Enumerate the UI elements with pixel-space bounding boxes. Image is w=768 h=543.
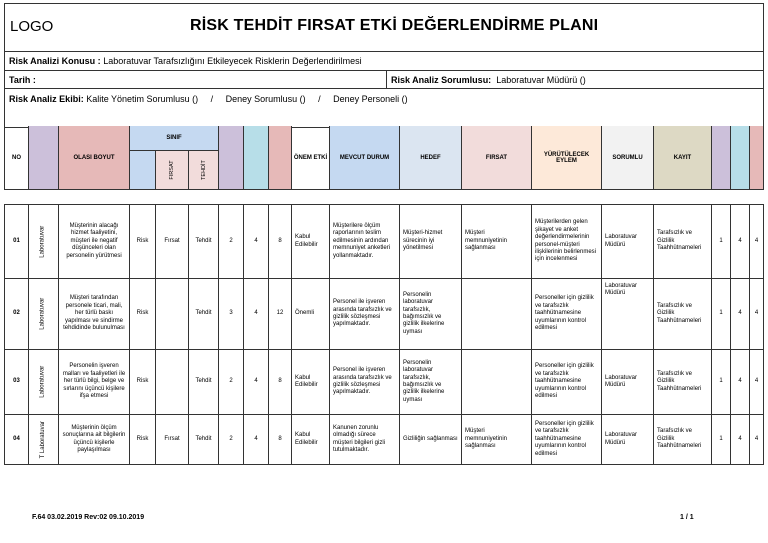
row-tehdit: Tehdit [189,350,219,414]
row-firsat [156,350,189,414]
row-area [29,350,59,414]
row-firsat [156,279,189,349]
row-firsat-text: Müşteri memnuniyetinin sağlanması [462,415,532,464]
row-area [29,205,59,278]
row-no: 04 [5,415,29,464]
ekip-row [5,89,763,127]
row-n1: 3 [219,279,244,349]
row-e2: 4 [731,415,750,464]
row-hedef: Personelin laboratuvar tarafsızlık, bağımsızlık ve gizlilik ilkelerine uyması [400,279,462,349]
row-risk: Risk [130,279,156,349]
sorumlu-value: Laboratuvar Müdürü () [493,74,586,85]
row-sorumlu: Laboratuvar Müdürü [602,415,654,464]
row-eylem: Personeller için gizlilik ve tarafsızlık taahhütnamesine uyumlarının kontrol edilmesi [532,279,602,349]
col-risk-sub [130,151,156,189]
footer-form-code: F.64 03.02.2019 Rev:02 09.10.2019 [32,514,145,521]
col-hedef: HEDEF [400,126,462,189]
row-mevcut: Personel ile işveren arasında tarafsızlık ve gizlilik sözleşmesi yapılmaktadır. [330,350,400,414]
col-n1 [219,126,244,189]
row-e3: 4 [754,378,759,385]
row-onem: Önemli [292,279,330,349]
row-e1: 1 [712,350,731,414]
col-area [29,126,59,189]
row-n3: 8 [269,205,292,278]
row-olasi: Müşterinin alacağı hizmet faaliyetini, müşteri ile negatif düşünceleri olan personelin yürütmesi [59,205,130,278]
konu-row [5,52,763,71]
col-n3 [269,126,292,189]
col-mevcut-durum: MEVCUT DURUM [330,126,400,189]
row-firsat: Fırsat [156,205,189,278]
col-tehdit-sub [189,151,219,189]
row-e2: 4 [731,279,750,349]
row-sorumlu: Laboratuvar Müdürü [602,205,654,278]
row-tehdit: Tehdit [189,415,219,464]
footer-page-number: 1 / 1 [680,514,694,521]
row-hedef: Müşteri-hizmet sürecinin iyi yönetilmesi [400,205,462,278]
logo: LOGO [10,18,54,35]
col-n2 [244,126,269,189]
row-onem: Kabul Edilebilir [292,350,330,414]
row-firsat-text [462,350,532,414]
table-row [5,415,763,464]
risk-table [4,204,764,465]
row-mevcut: Personel ile işveren arasında tarafsızlık ve gizlilik sözleşmesi yapılmaktadır. [330,279,400,349]
row-firsat-text: Müşteri memnuniyetinin sağlanması [462,205,532,278]
row-olasi: Personelin işveren malları ve faaliyetleri ile her türlü bilgi, belge ve sırlarını üçüncü kişilere ifşa etmesi [59,350,130,414]
row-e1: 1 [712,279,731,349]
konu-label: Risk Analizi Konusu : [9,56,101,66]
row-area [29,415,59,464]
row-tehdit: Tehdit [189,279,219,349]
row-e1: 1 [712,205,731,278]
row-mevcut: Müşterilere ölçüm raporlarının teslim edilmesinin ardından memnuniyet anketleri yollanmaktadır. [330,205,400,278]
row-n2: 4 [244,279,269,349]
title-row [5,4,763,52]
row-hedef: Gizliliğin sağlanması [400,415,462,464]
row-e3: 4 [754,237,759,244]
row-no: 02 [5,279,29,349]
row-firsat-text [462,279,532,349]
row-kayit: Tarafsızlık ve Gizlilik Taahhütnameleri [654,205,712,278]
row-onem: Kabul Edilebilir [292,205,330,278]
document-header [4,3,764,128]
row-kayit: Tarafsızlık ve Gizlilik Taahhütnameleri [654,415,712,464]
row-eylem: Personeller için gizlilik ve tarafsızlık taahhütnamesine uyumlarının kontrol edilmesi [532,415,602,464]
col-sinif: SINIF [130,126,219,151]
col-firsat: FIRSAT [462,126,532,189]
row-no: 03 [5,350,29,414]
row-eylem: Müşterilerden gelen şikayet ve anket değerlendirmelerinin personel-müşteri ilişkilerinin belirlenmesi için incelenmesi [532,205,602,278]
tarih-cell [5,71,387,88]
col-kayit: KAYIT [654,126,712,189]
row-e3: 4 [754,310,759,317]
row-n3: 12 [269,279,292,349]
row-area [29,279,59,349]
konu-value: Laboratuvar Tarafsızlığını Etkileyecek Risklerin Değerlendirilmesi [100,56,362,66]
col-olasi-boyut: OLASI BOYUT [59,126,130,189]
row-area-label: Laboratuvar [39,225,46,258]
row-e1: 1 [712,415,731,464]
row-e3: 4 [754,435,759,442]
tarih-row [5,71,763,89]
table-row [5,279,763,350]
col-tehdit-label: TEHDİT [200,160,207,180]
row-mevcut: Kanunen zorunlu olmadığı sürece müşteri bilgileri gizli tutulmaktadır. [330,415,400,464]
sorumlu-cell [387,75,586,85]
row-risk: Risk [130,350,156,414]
row-n2: 4 [244,205,269,278]
row-n3: 8 [269,350,292,414]
col-e1 [712,126,731,189]
row-olasi: Müşterinin ölçüm sonuçlarına ait bilgilerin üçüncü kişilerle paylaşılması [59,415,130,464]
tarih-label: Tarih : [9,74,36,85]
row-onem: Kabul Edilebilir [292,415,330,464]
row-sorumlu: Laboratuvar Müdürü [602,350,654,414]
row-olasi: Müşteri tarafından personele ticari, mali, her türlü baskı yapılması ve sindirme tehdidinde bulunulması [59,279,130,349]
sorumlu-label: Risk Analiz Sorumlusu: [391,74,492,85]
row-area-label: Laboratuvar [39,297,46,331]
row-risk: Risk [130,415,156,464]
row-no: 01 [5,205,29,278]
row-n2: 4 [244,350,269,414]
row-eylem: Personeller için gizlilik ve tarafsızlık taahhütnamesine uyumlarının kontrol edilmesi [532,350,602,414]
row-area-label: Laboratuvar [39,365,46,399]
row-area-label: T Laboratuvar [39,420,46,459]
row-n1: 2 [219,205,244,278]
col-sorumlu: SORUMLU [602,126,654,189]
row-firsat: Fırsat [156,415,189,464]
table-row [5,205,763,279]
row-n1: 2 [219,350,244,414]
row-hedef: Personelin laboratuvar tarafsızlık, bağımsızlık ve gizlilik ilkelerine uyması [400,350,462,414]
col-e3 [750,126,763,189]
col-firsat-label: FIRSAT [169,160,175,180]
row-tehdit: Tehdit [189,205,219,278]
ekip-label: Risk Analiz Ekibi: [9,94,84,104]
col-onem-etki: ÖNEM ETKİ [292,126,330,189]
row-kayit: Tarafsızlık ve Gizlilik Taahhütnameleri [654,279,712,349]
row-sorumlu: Laboratuvar Müdürü [602,279,654,349]
row-n1: 2 [219,415,244,464]
page-title: RİSK TEHDİT FIRSAT ETKİ DEĞERLENDİRME PLANI [190,17,599,34]
row-e2: 4 [731,205,750,278]
table-row [5,350,763,415]
row-n3: 8 [269,415,292,464]
row-e2: 4 [731,350,750,414]
row-risk: Risk [130,205,156,278]
column-header [4,126,764,190]
row-n2: 4 [244,415,269,464]
col-e2 [731,126,750,189]
col-yurutulecek-eylem: YÜRÜTÜLECEK EYLEM [532,126,602,189]
ekip-value: Kalite Yönetim Sorumlusu () / Deney Sorumlusu () / Deney Personeli () [83,94,408,104]
col-no: NO [5,126,29,189]
col-firsat-sub [156,151,189,189]
row-kayit: Tarafsızlık ve Gizlilik Taahhütnameleri [654,350,712,414]
